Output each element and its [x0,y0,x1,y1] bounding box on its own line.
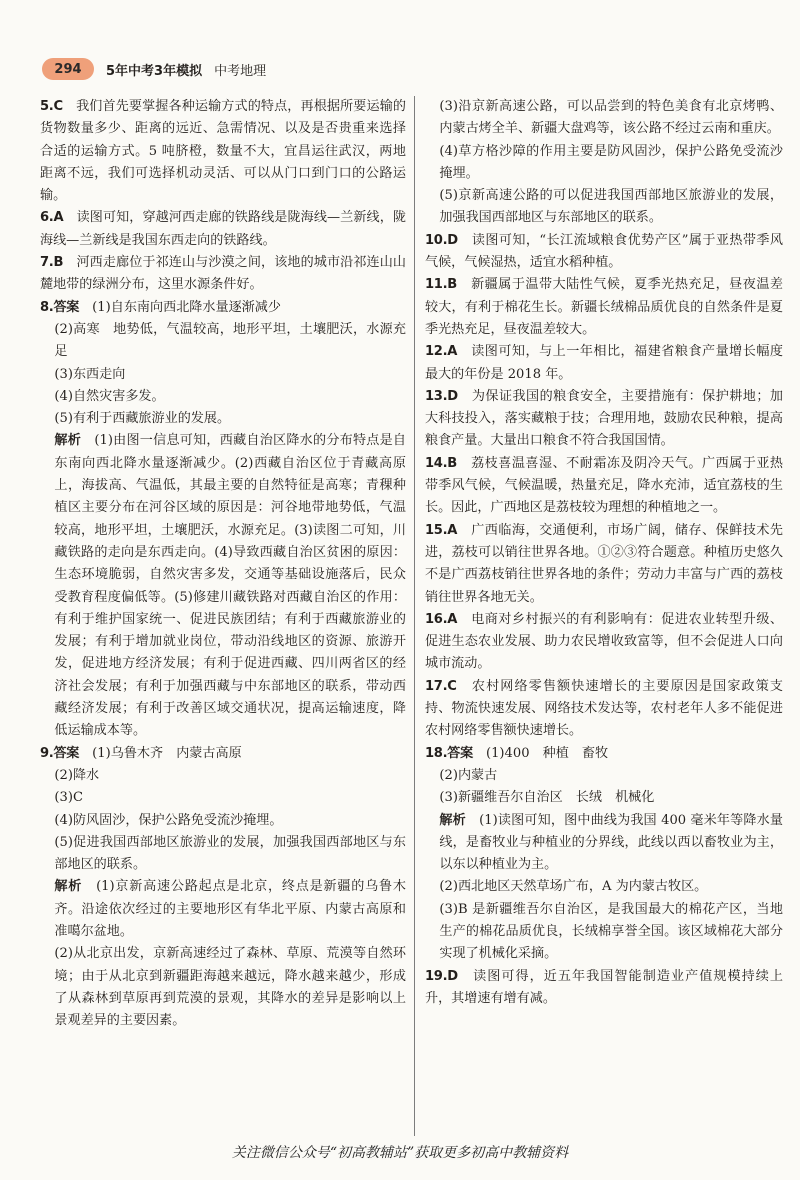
page-header [42,58,266,80]
answer-paragraph [40,386,406,408]
answer-text: (2)内蒙古 [439,767,498,783]
answer-entry [425,274,783,341]
answer-paragraph [425,520,783,609]
question-number: 12.A [425,344,458,360]
answer-text: (3)沿京新高速公路，可以品尝到的特色美食有北京烤鸭、内蒙古烤全羊、新疆大盘鸡等，该公路不经过云南和重庆。 [439,99,783,137]
question-number: 19.D [425,968,458,984]
answer-paragraph [425,96,783,141]
answer-entry [40,96,406,207]
answer-paragraph [425,876,783,898]
answer-paragraph [40,832,406,877]
answer-paragraph [425,899,783,966]
answer-paragraph [40,743,406,765]
analysis-label: 解析 [54,879,83,895]
answer-paragraph [425,453,783,520]
answer-text: (4)自然灾害多发。 [54,388,165,404]
answer-text: 读图可知，与上一年相比，福建省粮食产量增长幅度最大的年份是 2018 年。 [425,344,784,382]
answer-paragraph [40,252,406,297]
answer-paragraph [425,765,783,787]
answer-text: 读图可知，穿越河西走廊的铁路线是陇海线—兰新线，陇海线—兰新线是我国东西走向的铁路线。 [40,210,406,248]
question-number: 13.D [425,388,458,404]
answer-paragraph [425,787,783,809]
book-subject: 中考地理 [214,63,267,79]
answer-paragraph [40,430,406,742]
question-number: 5.C [40,99,63,114]
answer-text: (1)400 种植 畜牧 [485,745,609,761]
answer-paragraph [40,787,406,809]
answer-paragraph [425,274,783,341]
question-number: 14.B [425,455,457,471]
answer-entry [40,207,406,252]
analysis-label: 解析 [439,812,466,828]
answer-text: 新疆属于温带大陆性气候，夏季光热充足，昼夜温差较大，有利于棉花生长。新疆长绒棉品质优良的自然条件是夏季光热充足，昼夜温差较大。 [425,277,784,337]
answer-text: (5)促进我国西部地区旅游业的发展，加强我国西部地区与东部地区的联系。 [54,834,406,873]
question-number: 7.B [40,255,64,271]
answer-text: (1)由图一信息可知，西藏自治区降水的分布特点是自东南向西北降水量逐渐减少。(2)西藏自治区位于青藏高原上，海拔高、气温低，其最主要的自然特征是高寒；青稞种植区主要分布在河谷区域的原因是：河谷地带地势低，气温较高，地形平坦，土壤肥沃，水源充足。(3)读图二可知，川藏铁路的走向是东西走向。(4)导致西藏自治区贫困的原因：生态环境脆弱，自然灾害多发，交通等基础设施落后，民众受教育程度偏低等。(5)修建川藏铁路对西藏自治区的作用：有利于维护国家统一、促进民族团结；有利于西藏旅游业的发展；有利于增加就业岗位，带动沿线地区的资源、旅游开发，促进地方经济发展；有利于促进西藏、四川两省区的经济社会发展；有利于加强西藏与中东部地区的联系，带动西藏经济发展；有利于改善区域交通状况，提高运输速度，降低运输成本等。 [54,433,407,739]
answer-text: (2)降水 [54,767,100,783]
question-number: 6.A [40,210,64,226]
answer-text: (1)京新高速公路起点是北京，终点是新疆的乌鲁木齐。沿途依次经过的主要地形区有华北平原、内蒙古高原和准噶尔盆地。 [54,879,407,939]
answer-text: 读图可得，近五年我国智能制造业产值规模持续上升，其增速有增有减。 [425,968,784,1006]
answer-text: (5)京新高速公路的可以促进我国西部地区旅游业的发展，加强我国西部地区与东部地区的联系。 [439,188,783,226]
answer-text: (5)有利于西藏旅游业的发展。 [54,411,231,427]
answer-paragraph [425,966,783,1011]
answer-paragraph [40,408,406,430]
answer-text: (3)新疆维吾尔自治区 长绒 机械化 [439,790,655,806]
answer-entry [425,453,783,520]
answer-paragraph [425,810,783,877]
answer-text: 电商对乡村振兴的有利影响有：促进农业转型升级、促进生态农业发展、助力农民增收致富等，但不会促进人口向城市流动。 [425,611,784,672]
answer-paragraph [425,386,783,453]
answer-paragraph [40,765,406,787]
answer-entry [40,743,406,1033]
answer-paragraph [40,364,406,386]
answer-paragraph [425,141,783,186]
answer-text: 农村网络零售额快速增长的主要原因是国家政策支持、物流快速发展、网络技术发达等，农村老年人多不能促进农村网络零售额快速增长。 [425,678,784,739]
page-number-badge: 294 [42,58,94,80]
answer-paragraph [40,319,406,364]
answer-text: (1)乌鲁木齐 内蒙古高原 [92,745,242,761]
column-divider [414,96,415,1136]
answer-text: (2)西北地区天然草场广布，A 为内蒙古牧区。 [439,879,708,895]
answer-text: 为保证我国的粮食安全，主要措施有：保护耕地；加大科技投入，落实藏粮于技；合理用地，鼓励农民种粮，提高粮食产量。大量出口粮食不符合我国国情。 [425,388,783,449]
answer-paragraph [40,297,406,319]
answer-paragraph [425,185,783,230]
answer-text: (3)C [54,790,83,806]
question-number: 10.D [425,232,458,248]
answer-text: (1)读图可知，图中曲线为我国 400 毫米年等降水量线，是畜牧业与种植业的分界线，此线以西以畜牧业为主，以东以种植业为主。 [439,812,783,873]
answer-entry [425,341,783,386]
answer-paragraph [40,96,406,207]
left-column [40,96,406,1032]
answer-text: (2)从北京出发，京新高速经过了森林、草原、荒漠等自然环境；由于从北京到新疆距海越来越远，降水越来越少，形成了从森林到草原再到荒漠的景观，其降水的差异是影响以上景观差异的主要因素。 [54,946,406,1029]
answer-entry [40,252,406,297]
answer-paragraph [40,207,406,252]
book-title: 5年中考3年模拟 [106,63,203,79]
question-number: 17.C [425,678,457,694]
question-number: 16.A [425,611,458,627]
answer-text: 我们首先要掌握各种运输方式的特点，再根据所要运输的货物数量多少、距离的远近、急需情况、以及是否贵重来选择合适的运输方式。5 吨脐橙，数量不大，宜昌运往武汉，两地距离不远，我们可选择机动灵活、可以从门口到门口的公路运输。 [40,99,407,204]
question-number: 18.答案 [425,745,473,761]
question-number: 11.B [425,277,457,293]
question-number: 9.答案 [40,745,80,761]
answer-text: 读图可知，“长江流域粮食优势产区”属于亚热带季风气候，气候湿热，适宜水稻种植。 [425,232,784,271]
answer-entry [425,966,783,1011]
answer-text: (4)防风固沙，保护公路免受流沙掩埋。 [54,812,283,828]
answer-paragraph [425,609,783,676]
answer-entry [425,520,783,609]
answer-text: 荔枝喜温喜湿、不耐霜冻及阴冷天气。广西属于亚热带季风气候，气候温暖，热量充足，降水充沛，适宜荔枝的生长。因此，广西地区是荔枝较为理想的种植地之一。 [425,455,784,516]
answer-paragraph [425,341,783,386]
answer-text: (2)高寒 地势低，气温较高，地形平坦，土壤肥沃，水源充足 [54,321,406,360]
answer-text: 河西走廊位于祁连山与沙漠之间，该地的城市沿祁连山山麓地带的绿洲分布，这里水源条件好。 [40,255,407,293]
question-number: 15.A [425,522,458,538]
answer-text: (1)自东南向西北降水量逐渐减少 [92,299,281,315]
answer-text: (3)B 是新疆维吾尔自治区，是我国最大的棉花产区，当地生产的棉花品质优良，长绒棉享誉全国。该区域棉花大部分实现了机械化采摘。 [439,901,783,962]
answer-text: 广西临海，交通便利，市场广阔，储存、保鲜技术先进，荔枝可以销往世界各地。①②③符合题意。种植历史悠久不是广西荔枝销往世界各地的条件；劳动力丰富与广西的荔枝销往世界各地无关。 [425,522,784,605]
answer-entry [425,609,783,676]
right-column [425,96,783,1010]
answer-entry [425,743,783,966]
answer-entry [425,230,783,275]
answer-paragraph [425,676,783,743]
answer-paragraph [425,230,783,275]
question-number: 8.答案 [40,299,80,315]
answer-text: (4)草方格沙障的作用主要是防风固沙，保护公路免受流沙掩埋。 [439,143,783,181]
answer-paragraph [425,743,783,765]
answer-paragraph [40,810,406,832]
answer-entry [40,297,406,743]
analysis-label: 解析 [54,433,82,449]
footer-note: 关注微信公众号“初高教辅站”获取更多初高中教辅资料 [231,1145,569,1161]
answer-entry [425,386,783,453]
answer-entry [425,96,783,230]
answer-paragraph [40,943,406,1032]
answer-paragraph [40,876,406,943]
answer-text: (3)东西走向 [54,366,126,382]
answer-entry [425,676,783,743]
